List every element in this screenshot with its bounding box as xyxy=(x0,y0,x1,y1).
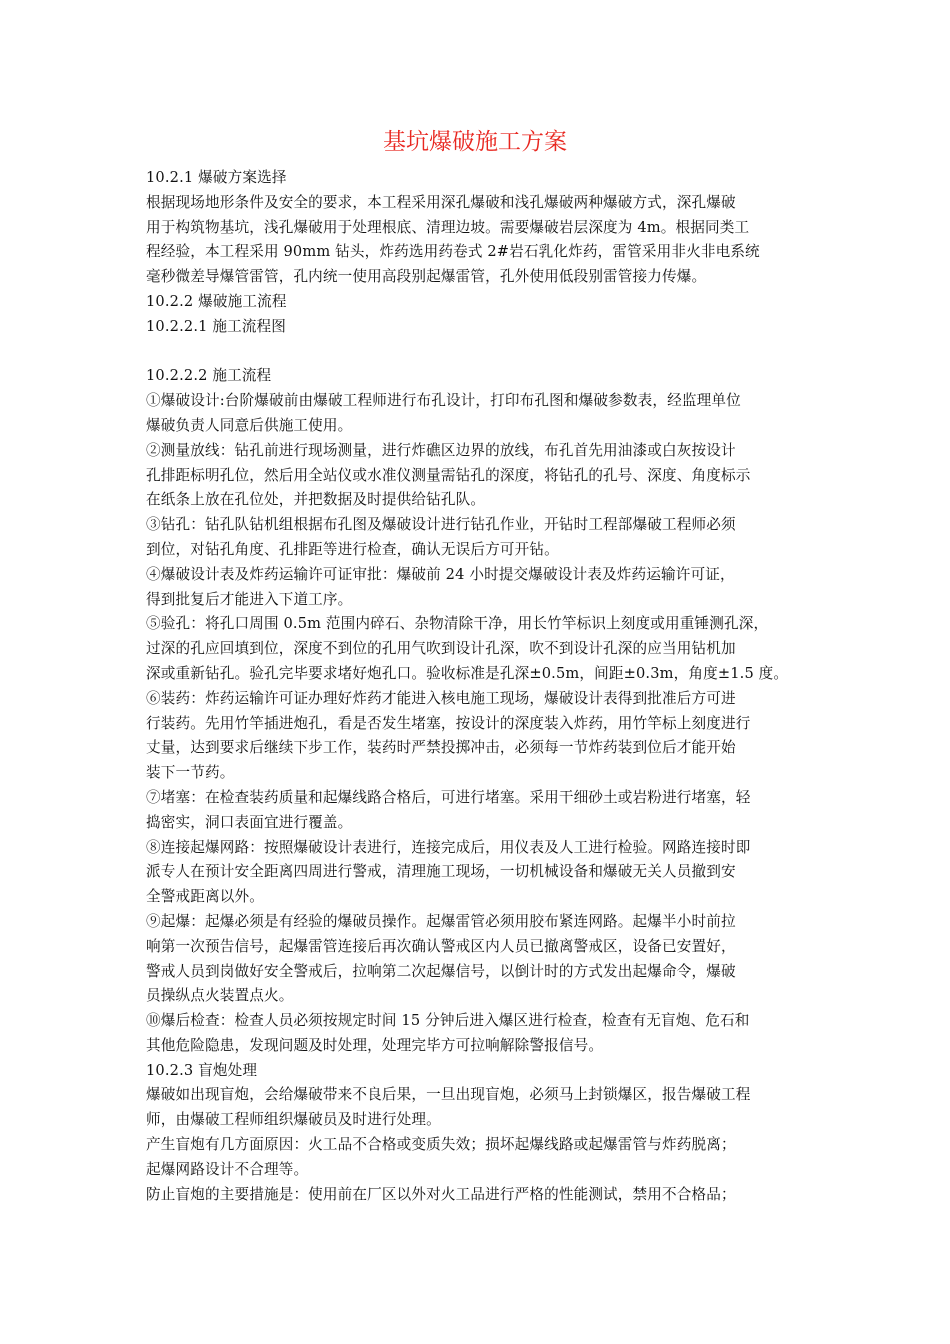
text-line: 行装药。先用竹竿插进炮孔，看是否发生堵塞，按设计的深度装入炸药，用竹竿标上刻度进行 xyxy=(146,714,751,732)
text-line: 丈量，达到要求后继续下步工作，装药时严禁投掷冲击，必须每一节炸药装到位后才能开始 xyxy=(146,739,736,757)
text-line: 10.2.2.2 施工流程 xyxy=(146,367,272,385)
document-body xyxy=(146,166,818,1207)
text-line: ⑨起爆：起爆必须是有经验的爆破员操作。起爆雷管必须用胶布紧连网路。起爆半小时前拉 xyxy=(146,912,736,930)
text-line: ⑤验孔：将孔口周围 0.5m 范围内碎石、杂物清除干净，用长竹竿标识上刻度或用重锤测孔深， xyxy=(146,615,769,633)
text-line: 程经验，本工程采用 90mm 钻头，炸药选用药卷式 2#岩石乳化炸药，雷管采用非火非电系统 xyxy=(146,243,760,261)
text-line: 全警戒距离以外。 xyxy=(146,888,264,906)
text-line: 防止盲炮的主要措施是：使用前在厂区以外对火工品进行严格的性能测试，禁用不合格品； xyxy=(146,1185,736,1203)
text-line: 深或重新钻孔。验孔完毕要求堵好炮孔口。验收标准是孔深±0.5m，间距±0.3m，角度±1.5 度。 xyxy=(146,664,789,682)
text-line: 员操纵点火装置点火。 xyxy=(146,987,294,1005)
text-line: 捣密实，洞口表面宜进行覆盖。 xyxy=(146,813,353,831)
text-line: 毫秒微差导爆管雷管，孔内统一使用高段别起爆雷管，孔外使用低段别雷管接力传爆。 xyxy=(146,268,707,286)
text-line: 10.2.2.1 施工流程图 xyxy=(146,317,287,335)
text-line: ⑩爆后检查：检查人员必须按规定时间 15 分钟后进入爆区进行检查，检查有无盲炮、危石和 xyxy=(146,1012,750,1030)
text-line: 10.2.3 盲炮处理 xyxy=(146,1061,258,1079)
text-line: 起爆网路设计不合理等。 xyxy=(146,1160,309,1178)
text-line: ⑦堵塞：在检查装药质量和起爆线路合格后，可进行堵塞。采用干细砂土或岩粉进行堵塞，轻 xyxy=(146,788,751,806)
text-line: ⑧连接起爆网路：按照爆破设计表进行，连接完成后，用仪表及人工进行检验。网路连接时即 xyxy=(146,838,751,856)
text-line: 爆破负责人同意后供施工使用。 xyxy=(146,416,353,434)
document-title: 基坑爆破施工方案 xyxy=(383,129,567,155)
text-line: ④爆破设计表及炸药运输许可证审批：爆破前 24 小时提交爆破设计表及炸药运输许可证， xyxy=(146,565,735,583)
text-line: 其他危险隐患，发现问题及时处理，处理完毕方可拉响解除警报信号。 xyxy=(146,1036,604,1054)
text-line: 响第一次预告信号，起爆雷管连接后再次确认警戒区内人员已撤离警戒区，设备已安置好， xyxy=(146,937,736,955)
text-line: 根据现场地形条件及安全的要求，本工程采用深孔爆破和浅孔爆破两种爆破方式，深孔爆破 xyxy=(146,193,736,211)
text-line: 师，由爆破工程师组织爆破员及时进行处理。 xyxy=(146,1111,441,1129)
text-line: 10.2.1 爆破方案选择 xyxy=(146,169,287,186)
blank-line xyxy=(146,340,818,365)
text-line: 派专人在预计安全距离四周进行警戒，清理施工现场，一切机械设备和爆破无关人员撤到安 xyxy=(146,863,736,881)
text-line: 到位，对钻孔角度、孔排距等进行检查，确认无误后方可开钻。 xyxy=(146,540,559,558)
text-line: ⑥装药：炸药运输许可证办理好炸药才能进入核电施工现场，爆破设计表得到批准后方可进 xyxy=(146,689,736,707)
text-line: 在纸条上放在孔位处，并把数据及时提供给钻孔队。 xyxy=(146,491,486,509)
text-line: 孔排距标明孔位，然后用全站仪或水准仪测量需钻孔的深度，将钻孔的孔号、深度、角度标示 xyxy=(146,466,751,484)
text-line: 产生盲炮有几方面原因：火工品不合格或变质失效；损坏起爆线路或起爆雷管与炸药脱离； xyxy=(146,1136,736,1154)
text-line: 装下一节药。 xyxy=(146,764,235,782)
text-line: 得到批复后才能进入下道工序。 xyxy=(146,590,353,608)
text-line: 10.2.2 爆破施工流程 xyxy=(146,292,287,310)
text-line: ②测量放线：钻孔前进行现场测量，进行炸礁区边界的放线，布孔首先用油漆或白灰按设计 xyxy=(146,441,736,459)
text-line: ①爆破设计:台阶爆破前由爆破工程师进行布孔设计，打印布孔图和爆破参数表，经监理单位 xyxy=(146,392,741,410)
text-line: 警戒人员到岗做好安全警戒后，拉响第二次起爆信号，以倒计时的方式发出起爆命令，爆破 xyxy=(146,962,736,980)
text-line: 爆破如出现盲炮，会给爆破带来不良后果，一旦出现盲炮，必须马上封锁爆区，报告爆破工程 xyxy=(146,1086,751,1104)
text-line: ③钻孔：钻孔队钻机组根据布孔图及爆破设计进行钻孔作业，开钻时工程部爆破工程师必须 xyxy=(146,516,736,534)
text-line: 过深的孔应回填到位，深度不到位的孔用气吹到设计孔深，吹不到设计孔深的应当用钻机加 xyxy=(146,640,736,658)
text-line: 用于构筑物基坑，浅孔爆破用于处理根底、清理边坡。需要爆破岩层深度为 4m。根据同类工 xyxy=(146,218,750,236)
